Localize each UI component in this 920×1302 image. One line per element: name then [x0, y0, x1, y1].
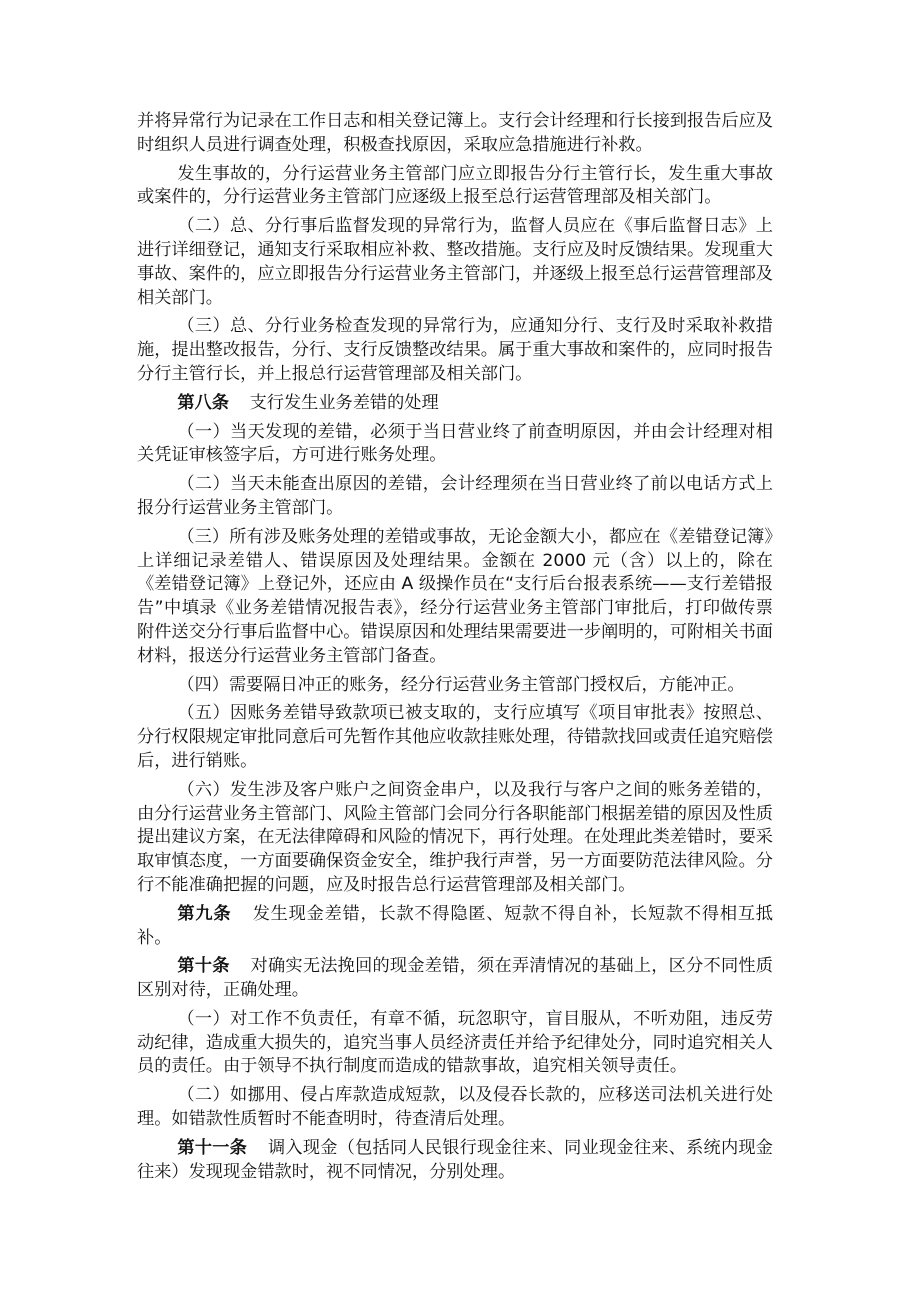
paragraph-text: （五）因账务差错导致款项已被支取的，支行应填写《项目审批表》按照总、分行权限规定审批同意后可先暂作其他应收款挂账处理，待错款找回或责任追究赔偿后，进行销账。 [137, 703, 773, 771]
paragraph-continuation [137, 110, 773, 158]
document-page [137, 110, 773, 1189]
article-label: 第十条 [177, 956, 230, 977]
paragraph-text: 并将异常行为记录在工作日志和相关登记簿上。支行会计经理和行长接到报告后应及时组织人员进行调查处理，积极查找原因，采取应急措施进行补救。 [137, 111, 773, 155]
paragraph-text: （三）所有涉及账务处理的差错或事故，无论金额大小，都应在《差错登记簿》上详细记录差错人、错误原因及处理结果。金额在 2000 元（含）以上的，除在《差错登记簿》上登记外，还应由 A 级操作员在“支行后台报表系统——支行差错报告”中填录《业务差错情况报告表》，经分行运营业务主管部门审批后，打印做传票附件送交分行事后监督中心。错误原因和处理结果需要进一步阐明的，可附相关书面材料，报送分行运营业务主管部门备查。 [137, 526, 773, 666]
paragraph-text: 发生事故的，分行运营业务主管部门应立即报告分行主管行长，发生重大事故或案件的，分行运营业务主管部门应逐级上报至总行运营管理部及相关部门。 [137, 163, 773, 208]
paragraph-text: （六）发生涉及客户账户之间资金串户，以及我行与客户之间的账务差错的，由分行运营业务主管部门、风险主管部门会同分行各职能部门根据差错的原因及性质提出建议方案，在无法律障碍和风险的情况下，再行处理。在处理此类差错时，要采取审慎态度，一方面要确保资金安全，维护我行声誉，另一方面要防范法律风险。分行不能准确把握的问题，应及时报告总行运营管理部及相关部门。 [137, 779, 773, 895]
paragraph-a8-item-2 [137, 473, 773, 521]
paragraph-text: （二）当天未能查出原因的差错，会计经理须在当日营业终了前以电话方式上报分行运营业务主管部门。 [137, 474, 773, 518]
article-label: 第九条 [177, 903, 232, 924]
paragraph-text: （四）需要隔日冲正的账务，经分行运营业务主管部门授权后，方能冲正。 [177, 674, 745, 695]
article-text: 支行发生业务差错的处理 [249, 392, 439, 413]
article-8-heading [137, 392, 773, 416]
paragraph-a10-item-1 [137, 1008, 773, 1079]
paragraph-a8-item-5 [137, 702, 773, 773]
article-10 [137, 955, 773, 1003]
paragraph-accident-reporting [137, 163, 773, 211]
paragraph-a8-item-6 [137, 779, 773, 898]
paragraph-item-2-post-supervision [137, 215, 773, 310]
paragraph-a8-item-1 [137, 421, 773, 469]
paragraph-a8-item-4 [137, 674, 773, 698]
article-11 [137, 1137, 773, 1185]
paragraph-item-3-business-inspection [137, 315, 773, 386]
paragraph-text: （二）总、分行事后监督发现的异常行为，监督人员应在《事后监督日志》上进行详细登记，通知支行采取相应补救、整改措施。支行应及时反馈结果。发现重大事故、案件的，应立即报告分行运营业务主管部门，并逐级上报至总行运营管理部及相关部门。 [137, 216, 773, 308]
article-text: 发生现金差错，长款不得隐匿、短款不得自补，长短款不得相互抵补。 [137, 903, 773, 948]
paragraph-a10-item-2 [137, 1084, 773, 1132]
paragraph-a8-item-3 [137, 526, 773, 669]
article-text: 调入现金（包括同人民银行现金往来、同业现金往来、系统内现金往来）发现现金错款时，视不同情况，分别处理。 [137, 1137, 773, 1182]
article-text: 对确实无法挽回的现金差错，须在弄清情况的基础上，区分不同性质区别对待，正确处理。 [137, 956, 773, 1001]
paragraph-text: （二）如挪用、侵占库款造成短款，以及侵吞长款的，应移送司法机关进行处理。如错款性质暂时不能查明时，待查清后处理。 [137, 1085, 773, 1130]
paragraph-text: （三）总、分行业务检查发现的异常行为，应通知分行、支行及时采取补救措施，提出整改报告，分行、支行反馈整改结果。属于重大事故和案件的，应同时报告分行主管行长，并上报总行运营管理部及相关部门。 [137, 316, 773, 384]
article-label: 第十一条 [177, 1137, 248, 1158]
article-label: 第八条 [177, 392, 229, 413]
paragraph-text: （一）当天发现的差错，必须于当日营业终了前查明原因，并由会计经理对相关凭证审核签字后，方可进行账务处理。 [137, 421, 773, 466]
paragraph-text: （一）对工作不负责任，有章不循，玩忽职守，盲目服从，不听劝阻，违反劳动纪律，造成重大损失的，追究当事人员经济责任并给予纪律处分，同时追究相关人员的责任。由于领导不执行制度而造成的错款事故，追究相关领导责任。 [137, 1008, 773, 1077]
article-9 [137, 903, 773, 951]
